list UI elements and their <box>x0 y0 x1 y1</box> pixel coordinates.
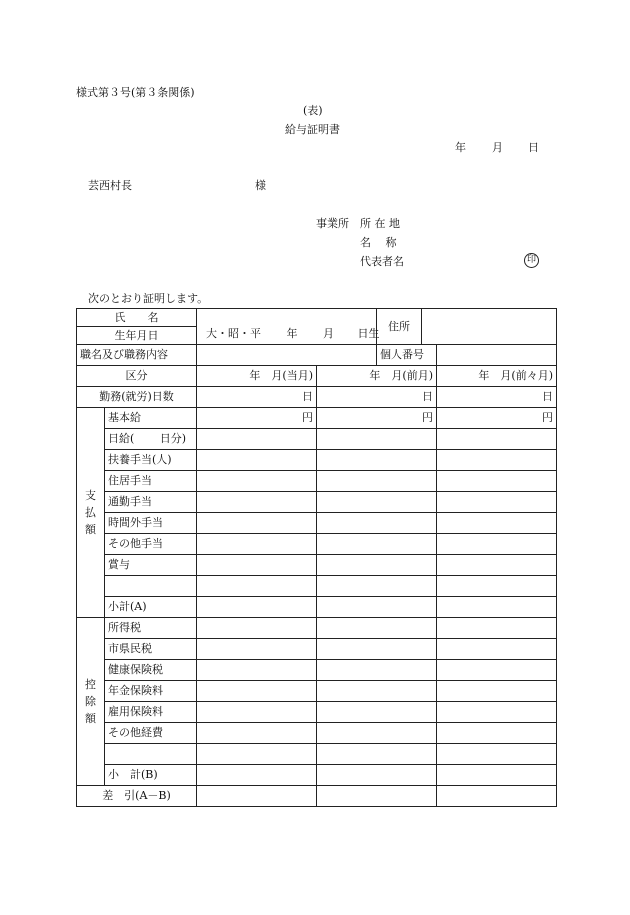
payment-row <box>77 555 557 576</box>
deduction-amount-cell <box>317 639 437 660</box>
date-month-label: 月 <box>492 141 503 154</box>
payment-amount-cell <box>197 513 317 534</box>
payment-item-label: 扶養手当(人) <box>105 450 197 471</box>
period-label: 区分 <box>77 366 197 387</box>
deduction-item-label: 年金保険料 <box>105 681 197 702</box>
payment-amount-cell <box>437 555 557 576</box>
payment-row <box>77 408 557 429</box>
deduction-row <box>77 744 557 765</box>
payment-item-label: 通勤手当 <box>105 492 197 513</box>
deduction-amount-cell <box>197 681 317 702</box>
net-amount-cell <box>437 786 557 807</box>
payment-amount-cell <box>317 450 437 471</box>
payment-amount-cell <box>317 534 437 555</box>
personal-number-label: 個人番号 <box>377 345 437 366</box>
deduction-item-label: 所得税 <box>105 618 197 639</box>
deduction-amount-cell <box>437 702 557 723</box>
deduction-amount-cell <box>317 702 437 723</box>
era-options: 大・昭・平 <box>206 327 261 340</box>
payment-amount-cell <box>437 534 557 555</box>
deduction-row <box>77 723 557 744</box>
deduction-amount-cell <box>197 702 317 723</box>
deduction-group-label <box>77 618 105 786</box>
payment-group-char: 額 <box>85 523 96 536</box>
payment-row <box>77 597 557 618</box>
deduction-amount-cell <box>197 744 317 765</box>
birth-month-label: 月 <box>323 327 334 340</box>
deduction-item-label <box>105 744 197 765</box>
job-value <box>197 345 377 366</box>
payment-item-label: 日給( 日分) <box>105 429 197 450</box>
net-amount-cell <box>317 786 437 807</box>
job-label: 職名及び職務内容 <box>77 345 197 366</box>
payment-row <box>77 513 557 534</box>
payment-amount-cell <box>317 471 437 492</box>
personal-number-value <box>437 345 557 366</box>
deduction-group-char: 除 <box>85 695 96 708</box>
payment-amount-cell <box>437 429 557 450</box>
deduction-item-label: その他経費 <box>105 723 197 744</box>
deduction-row <box>77 660 557 681</box>
deduction-amount-cell <box>437 765 557 786</box>
birth-year-label: 年 <box>286 327 298 340</box>
payment-amount-cell <box>437 576 557 597</box>
payment-group-label <box>77 408 105 618</box>
deduction-amount-cell <box>197 723 317 744</box>
deduction-item-label: 市県民税 <box>105 639 197 660</box>
deduction-amount-cell <box>437 744 557 765</box>
addressee-honorific: 様 <box>255 179 266 192</box>
payment-row <box>77 576 557 597</box>
payment-amount-cell <box>197 471 317 492</box>
deduction-amount-cell <box>197 765 317 786</box>
payment-amount-cell <box>197 450 317 471</box>
payment-amount-cell <box>437 471 557 492</box>
deduction-item-label: 小 計(B) <box>105 765 197 786</box>
payment-item-label: 基本給 <box>105 408 197 429</box>
deduction-amount-cell <box>197 660 317 681</box>
deduction-group-char: 額 <box>85 712 96 725</box>
payment-amount-cell <box>197 555 317 576</box>
payment-amount-cell <box>317 555 437 576</box>
payment-amount-cell <box>197 534 317 555</box>
payment-row <box>77 471 557 492</box>
payment-row <box>77 450 557 471</box>
date-year-label: 年 <box>455 141 466 154</box>
payment-amount-cell <box>317 597 437 618</box>
payment-amount-cell <box>437 450 557 471</box>
payment-amount-cell <box>317 513 437 534</box>
deduction-amount-cell <box>437 681 557 702</box>
payment-amount-cell: 円 <box>437 408 557 429</box>
deduction-amount-cell <box>197 639 317 660</box>
payment-item-label: 賞与 <box>105 555 197 576</box>
period-two-months-ago: 年 月(前々月) <box>437 366 557 387</box>
payment-amount-cell <box>437 492 557 513</box>
payment-amount-cell <box>197 597 317 618</box>
payment-item-label: 時間外手当 <box>105 513 197 534</box>
name-label: 氏 名 <box>77 309 197 327</box>
payment-amount-cell <box>437 597 557 618</box>
period-current-month: 年 月(当月) <box>197 366 317 387</box>
deduction-amount-cell <box>437 660 557 681</box>
deduction-row <box>77 618 557 639</box>
work-days-label: 勤務(就労)日数 <box>77 387 197 408</box>
deduction-group-char: 控 <box>85 678 96 691</box>
payment-amount-cell <box>317 492 437 513</box>
payment-row <box>77 429 557 450</box>
office-name-label: 名 称 <box>360 236 397 249</box>
net-row <box>77 786 557 807</box>
deduction-row <box>77 681 557 702</box>
deduction-amount-cell <box>317 744 437 765</box>
deduction-amount-cell <box>317 618 437 639</box>
work-days-two-months-ago: 日 <box>437 387 557 408</box>
payment-amount-cell <box>197 492 317 513</box>
salary-certificate-table <box>76 308 557 807</box>
deduction-amount-cell <box>437 618 557 639</box>
payment-item-label <box>105 576 197 597</box>
seal-mark: 印 <box>524 253 539 268</box>
deduction-amount-cell <box>317 723 437 744</box>
date-day-label: 日 <box>528 141 539 154</box>
net-amount-cell <box>197 786 317 807</box>
payment-group-char: 支 <box>85 489 96 502</box>
payment-amount-cell <box>317 576 437 597</box>
office-address-label: 所 在 地 <box>360 217 400 230</box>
deduction-amount-cell <box>317 765 437 786</box>
payment-amount-cell <box>197 429 317 450</box>
deduction-item-label: 雇用保険料 <box>105 702 197 723</box>
document-title: 給与証明書 <box>285 123 340 136</box>
birthdate-label: 生年月日 <box>77 327 197 345</box>
office-label: 事業所 <box>316 217 349 230</box>
birthdate-field <box>197 309 380 345</box>
payment-amount-cell <box>437 513 557 534</box>
payment-item-label: その他手当 <box>105 534 197 555</box>
deduction-amount-cell <box>197 618 317 639</box>
payment-amount-cell: 円 <box>197 408 317 429</box>
work-days-current: 日 <box>197 387 317 408</box>
address-label: 住所 <box>377 309 422 345</box>
deduction-row <box>77 702 557 723</box>
certification-statement: 次のとおり証明します。 <box>88 292 209 305</box>
payment-amount-cell <box>317 429 437 450</box>
payment-amount-cell: 円 <box>317 408 437 429</box>
payment-amount-cell <box>197 576 317 597</box>
form-number: 様式第３号(第３条関係) <box>76 86 195 99</box>
period-previous-month: 年 月(前月) <box>317 366 437 387</box>
birth-day-label: 日生 <box>357 327 380 340</box>
deduction-amount-cell <box>317 660 437 681</box>
deduction-item-label: 健康保険税 <box>105 660 197 681</box>
representative-label: 代表者名 <box>360 255 404 268</box>
payment-row <box>77 492 557 513</box>
deduction-row <box>77 765 557 786</box>
addressee: 芸西村長 <box>88 179 132 192</box>
payment-item-label: 小計(A) <box>105 597 197 618</box>
work-days-previous: 日 <box>317 387 437 408</box>
deduction-amount-cell <box>437 723 557 744</box>
form-side-label: (表) <box>303 104 323 117</box>
payment-item-label: 住居手当 <box>105 471 197 492</box>
deduction-amount-cell <box>437 639 557 660</box>
address-value <box>422 309 557 345</box>
deduction-row <box>77 639 557 660</box>
payment-group-char: 払 <box>85 506 96 519</box>
deduction-amount-cell <box>317 681 437 702</box>
net-amount-label: 差 引(A－B) <box>77 786 197 807</box>
payment-row <box>77 534 557 555</box>
